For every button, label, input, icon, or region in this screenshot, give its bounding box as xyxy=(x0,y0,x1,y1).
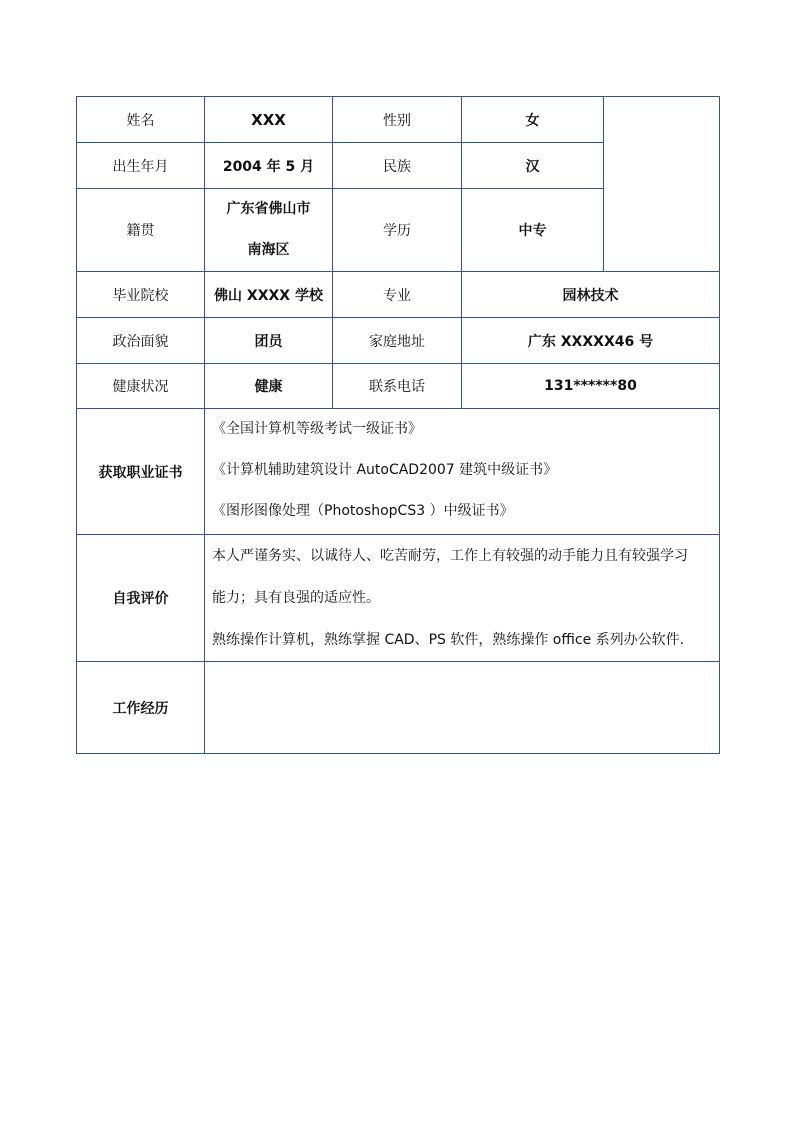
birth-label: 出生年月 xyxy=(77,143,205,189)
school-label: 毕业院校 xyxy=(77,272,205,318)
resume-table xyxy=(76,96,720,754)
self-evaluation-line: 熟练操作计算机，熟练掌握 CAD、PS 软件，熟练操作 office 系列办公软件. xyxy=(212,632,685,648)
certificate-item: 《计算机辅助建筑设计 AutoCAD2007 建筑中级证书》 xyxy=(212,462,558,478)
birth-value: 2004 年 5 月 xyxy=(205,143,333,189)
political-value: 团员 xyxy=(205,318,333,364)
origin-value-line1: 广东省佛山市 xyxy=(226,201,311,217)
certificates-label: 获取职业证书 xyxy=(77,409,205,535)
education-value: 中专 xyxy=(462,189,604,272)
gender-value: 女 xyxy=(462,97,604,143)
political-label: 政治面貌 xyxy=(77,318,205,364)
certificate-item: 《全国计算机等级考试一级证书》 xyxy=(212,421,422,437)
name-label: 姓名 xyxy=(77,97,205,143)
photo-box xyxy=(604,97,720,272)
self-evaluation-text xyxy=(205,535,720,662)
self-evaluation-line: 能力；具有良强的适应性。 xyxy=(212,590,380,606)
name-value: XXX xyxy=(205,97,333,143)
origin-value-line2: 南海区 xyxy=(247,242,290,258)
self-evaluation-line: 本人严谨务实、以诚待人、吃苦耐劳，工作上有较强的动手能力且有较强学习 xyxy=(212,548,688,564)
self-evaluation-label: 自我评价 xyxy=(77,535,205,662)
phone-value: 131******80 xyxy=(462,364,720,409)
ethnicity-value: 汉 xyxy=(462,143,604,189)
ethnicity-label: 民族 xyxy=(333,143,462,189)
certificates-list xyxy=(205,409,720,535)
work-experience-content xyxy=(205,662,720,754)
address-label: 家庭地址 xyxy=(333,318,462,364)
major-label: 专业 xyxy=(333,272,462,318)
education-label: 学历 xyxy=(333,189,462,272)
school-value: 佛山 XXXX 学校 xyxy=(205,272,333,318)
major-value: 园林技术 xyxy=(462,272,720,318)
address-value: 广东 XXXXX46 号 xyxy=(462,318,720,364)
health-label: 健康状况 xyxy=(77,364,205,409)
work-experience-label: 工作经历 xyxy=(77,662,205,754)
health-value: 健康 xyxy=(205,364,333,409)
origin-value xyxy=(205,189,333,272)
gender-label: 性别 xyxy=(333,97,462,143)
certificate-item: 《图形图像处理（PhotoshopCS3 ）中级证书》 xyxy=(212,503,514,519)
origin-label: 籍贯 xyxy=(77,189,205,272)
phone-label: 联系电话 xyxy=(333,364,462,409)
